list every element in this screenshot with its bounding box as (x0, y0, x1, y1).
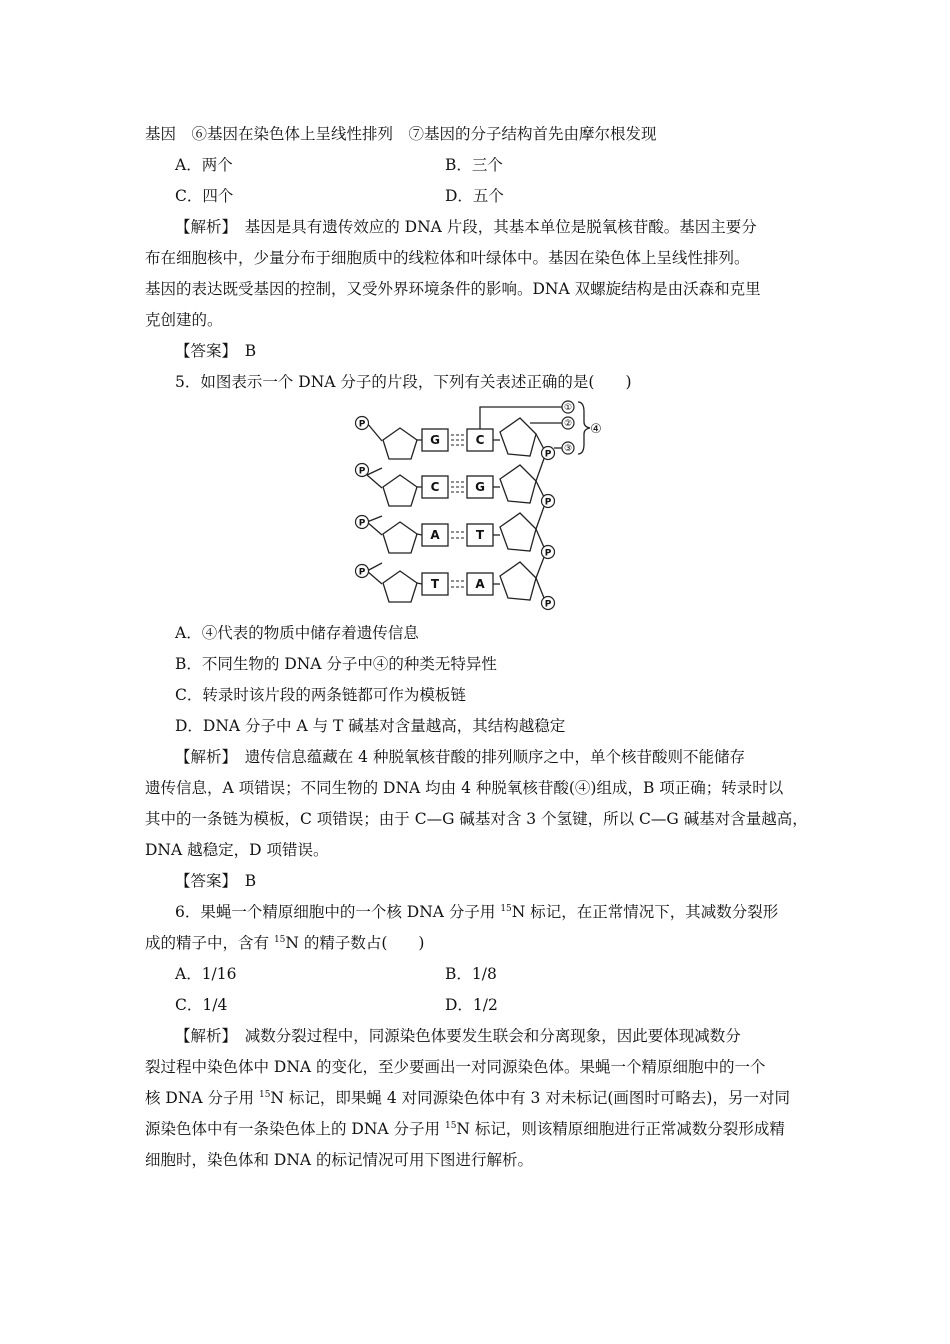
q5-option-d: D．DNA 分子中 A 与 T 碱基对含量越高，其结构越稳定 (175, 717, 566, 735)
brace-label-4: ④ (590, 422, 602, 437)
q5-option-a: A．④代表的物质中储存着遗传信息 (175, 624, 419, 642)
isotope-mass: 15 (500, 904, 512, 914)
q5-analysis-line-2: 遗传信息，A 项错误；不同生物的 DNA 均由 4 种脱氧核苷酸(④)组成，B 项正确；转录时以 (145, 779, 784, 797)
q4-option-b: B．三个 (445, 156, 503, 174)
q4-analysis-line-2: 布在细胞核中，少量分布于细胞质中的线粒体和叶绿体中。基因在染色体上呈线性排列。 (145, 249, 750, 267)
phosphate-label-l2: P (358, 466, 366, 477)
q5-stem: 5．如图表示一个 DNA 分子的片段，下列有关表述正确的是( ) (175, 373, 632, 391)
dna-fragment-diagram (350, 398, 620, 618)
phosphate-label-r4: P (544, 599, 552, 610)
q4-option-a: A．两个 (175, 156, 233, 174)
right-sugar-2 (500, 465, 536, 503)
phosphate-label-r2: P (544, 497, 552, 508)
q6-analysis-line-3: 核 DNA 分子用 $^{15}$N 标记，即果蝇 4 对同源染色体中有 3 对未标记(画图时可略去)，另一对同 (145, 1089, 790, 1107)
q6-option-b: B．1/8 (445, 965, 497, 983)
isotope-mass: 15 (444, 1121, 457, 1131)
right-sugar-3 (500, 513, 536, 551)
callout-1: ① (563, 403, 573, 413)
left-sugar-3 (383, 522, 417, 553)
q6-analysis-line-4: 源染色体中有一条染色体上的 DNA 分子用 $^{15}$N 标记，则该精原细胞进行正常减数分裂形成精 (145, 1120, 785, 1138)
q6-stem-line-1: 6．果蝇一个精原细胞中的一个核 DNA 分子用 $^{15}$N 标记，在正常情况下，其减数分裂形 (175, 903, 779, 921)
left-sugar-4 (383, 571, 417, 602)
base-left-1: G (430, 433, 440, 447)
q4-analysis-line-1: 【解析】 基因是具有遗传效应的 DNA 片段，其基本单位是脱氧核苷酸。基因主要分 (175, 218, 757, 236)
isotope-mass: 15 (258, 1090, 271, 1100)
left-sugar-1 (383, 428, 417, 459)
right-sugar-1 (500, 418, 536, 456)
q6-stem-line-2: 成的精子中，含有 $^{15}$N 的精子数占( ) (145, 934, 425, 952)
q6-option-d: D．1/2 (445, 996, 498, 1014)
q4-answer: 【答案】 B (175, 342, 257, 360)
phosphate-label-l4: P (358, 567, 366, 578)
q6-analysis-line-5: 细胞时，染色体和 DNA 的标记情况可用下图进行解析。 (145, 1151, 534, 1169)
phosphate-label-l1: P (358, 419, 366, 430)
q4-analysis-line-4: 克创建的。 (145, 311, 223, 329)
q6-analysis-line-1: 【解析】 减数分裂过程中，同源染色体要发生联会和分离现象，因此要体现减数分 (175, 1027, 741, 1045)
base-left-3: A (430, 528, 440, 542)
q5-option-c: C．转录时该片段的两条链都可作为模板链 (175, 686, 466, 704)
q4-option-d: D．五个 (445, 187, 504, 205)
base-left-4: T (430, 577, 440, 591)
q5-analysis-line-4: DNA 越稳定，D 项错误。 (145, 841, 329, 859)
q4-option-c: C．四个 (175, 187, 234, 205)
phosphate-label-r1: P (544, 449, 552, 460)
q5-answer: 【答案】 B (175, 872, 257, 890)
q5-analysis-line-3: 其中的一条链为模板，C 项错误；由于 C—G 碱基对含 3 个氢键，所以 C—G 碱基对含量越高， (145, 810, 808, 828)
q6-option-a: A．1/16 (175, 965, 237, 983)
base-right-1: C (475, 433, 485, 447)
q5-option-b: B．不同生物的 DNA 分子中④的种类无特异性 (175, 655, 497, 673)
callout-2: ② (563, 419, 573, 429)
q6-option-c: C．1/4 (175, 996, 228, 1014)
isotope-mass: 15 (273, 935, 286, 945)
callout-3: ③ (563, 444, 573, 454)
q4-analysis-line-3: 基因的表达既受基因的控制，又受外界环境条件的影响。DNA 双螺旋结构是由沃森和克里 (145, 280, 761, 298)
base-left-2: C (430, 480, 440, 494)
right-sugar-4 (500, 562, 536, 600)
q6-analysis-line-2: 裂过程中染色体中 DNA 的变化，至少要画出一对同源染色体。果蝇一个精原细胞中的一个 (145, 1058, 766, 1076)
phosphate-label-r3: P (544, 548, 552, 559)
phosphate-label-l3: P (358, 518, 366, 529)
base-right-2: G (475, 480, 485, 494)
base-right-3: T (475, 528, 485, 542)
base-right-4: A (475, 577, 485, 591)
q4-continued-line: 基因 ⑥基因在染色体上呈线性排列 ⑦基因的分子结构首先由摩尔根发现 (145, 125, 657, 143)
left-sugar-2 (383, 475, 417, 506)
q5-analysis-line-1: 【解析】 遗传信息蕴藏在 4 种脱氧核苷酸的排列顺序之中，单个核苷酸则不能储存 (175, 748, 745, 766)
